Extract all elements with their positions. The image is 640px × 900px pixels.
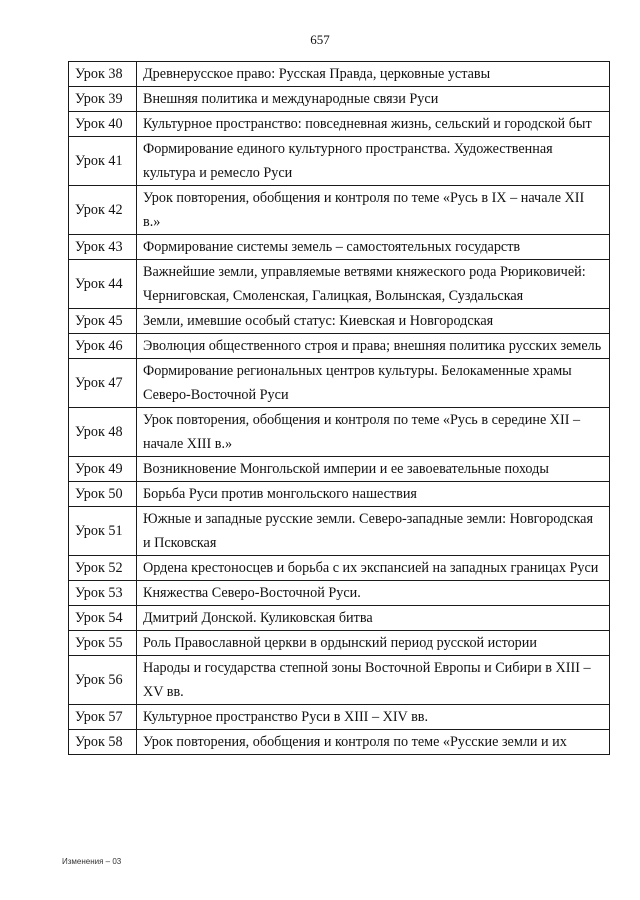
table-row (69, 457, 610, 482)
lesson-number-cell: Урок 56 (69, 656, 137, 705)
lesson-number-cell: Урок 42 (69, 186, 137, 235)
lesson-number-cell: Урок 44 (69, 260, 137, 309)
table-row (69, 606, 610, 631)
lesson-topic-cell: Формирование единого культурного пространства. Художественная культура и ремесло Руси (137, 137, 610, 186)
table-row (69, 507, 610, 556)
table-row (69, 705, 610, 730)
lesson-topic-cell: Культурное пространство Руси в XIII – XIV вв. (137, 705, 610, 730)
lesson-number-cell: Урок 45 (69, 309, 137, 334)
lesson-number-cell: Урок 49 (69, 457, 137, 482)
lesson-topic-cell: Культурное пространство: повседневная жизнь, сельский и городской быт (137, 112, 610, 137)
table-row (69, 309, 610, 334)
table-row (69, 359, 610, 408)
page-number: 657 (310, 32, 330, 47)
table-row (69, 408, 610, 457)
table-row (69, 87, 610, 112)
table-row (69, 137, 610, 186)
table-row (69, 260, 610, 309)
table-row (69, 112, 610, 137)
lesson-number-cell: Урок 48 (69, 408, 137, 457)
lesson-topic-cell: Урок повторения, обобщения и контроля по теме «Русь в IX – начале XII в.» (137, 186, 610, 235)
table-row (69, 581, 610, 606)
lesson-topic-cell: Южные и западные русские земли. Северо-западные земли: Новгородская и Псковская (137, 507, 610, 556)
lesson-topic-cell: Урок повторения, обобщения и контроля по теме «Русские земли и их (137, 730, 610, 755)
table-row (69, 656, 610, 705)
lesson-topic-cell: Внешняя политика и международные связи Руси (137, 87, 610, 112)
lesson-number-cell: Урок 47 (69, 359, 137, 408)
lesson-topic-cell: Древнерусское право: Русская Правда, церковные уставы (137, 62, 610, 87)
lesson-number-cell: Урок 54 (69, 606, 137, 631)
lesson-topic-cell: Борьба Руси против монгольского нашествия (137, 482, 610, 507)
lesson-number-cell: Урок 40 (69, 112, 137, 137)
table-row (69, 186, 610, 235)
table-row (69, 631, 610, 656)
lesson-number-cell: Урок 50 (69, 482, 137, 507)
table-row (69, 235, 610, 260)
lesson-number-cell: Урок 39 (69, 87, 137, 112)
lesson-number-cell: Урок 57 (69, 705, 137, 730)
lesson-topic-cell: Народы и государства степной зоны Восточной Европы и Сибири в XIII – XV вв. (137, 656, 610, 705)
lesson-number-cell: Урок 46 (69, 334, 137, 359)
lesson-topic-cell: Эволюция общественного строя и права; внешняя политика русских земель (137, 334, 610, 359)
footer-revision: Изменения – 03 (62, 857, 122, 866)
lesson-topic-cell: Княжества Северо-Восточной Руси. (137, 581, 610, 606)
lesson-number-cell: Урок 43 (69, 235, 137, 260)
lesson-topic-cell: Возникновение Монгольской империи и ее завоевательные походы (137, 457, 610, 482)
lesson-topic-cell: Дмитрий Донской. Куликовская битва (137, 606, 610, 631)
lesson-number-cell: Урок 53 (69, 581, 137, 606)
lesson-topic-cell: Земли, имевшие особый статус: Киевская и Новгородская (137, 309, 610, 334)
lesson-topic-cell: Важнейшие земли, управляемые ветвями княжеского рода Рюриковичей: Черниговская, Смоленская, Галицкая, Волынская, Суздальская (137, 260, 610, 309)
lesson-topic-cell: Формирование системы земель – самостоятельных государств (137, 235, 610, 260)
table-row (69, 482, 610, 507)
table-row (69, 556, 610, 581)
table-row (69, 334, 610, 359)
lesson-topic-cell: Роль Православной церкви в ордынский период русской истории (137, 631, 610, 656)
table-row (69, 62, 610, 87)
lesson-number-cell: Урок 55 (69, 631, 137, 656)
lesson-number-cell: Урок 41 (69, 137, 137, 186)
lesson-number-cell: Урок 38 (69, 62, 137, 87)
lesson-topic-cell: Ордена крестоносцев и борьба с их экспансией на западных границах Руси (137, 556, 610, 581)
lesson-topic-cell: Формирование региональных центров культуры. Белокаменные храмы Северо-Восточной Руси (137, 359, 610, 408)
lesson-number-cell: Урок 52 (69, 556, 137, 581)
lesson-topic-cell: Урок повторения, обобщения и контроля по теме «Русь в середине XII – начале XIII в.» (137, 408, 610, 457)
lesson-number-cell: Урок 58 (69, 730, 137, 755)
table-row (69, 730, 610, 755)
lessons-table-body (69, 62, 610, 755)
lessons-table (68, 61, 610, 755)
lesson-number-cell: Урок 51 (69, 507, 137, 556)
